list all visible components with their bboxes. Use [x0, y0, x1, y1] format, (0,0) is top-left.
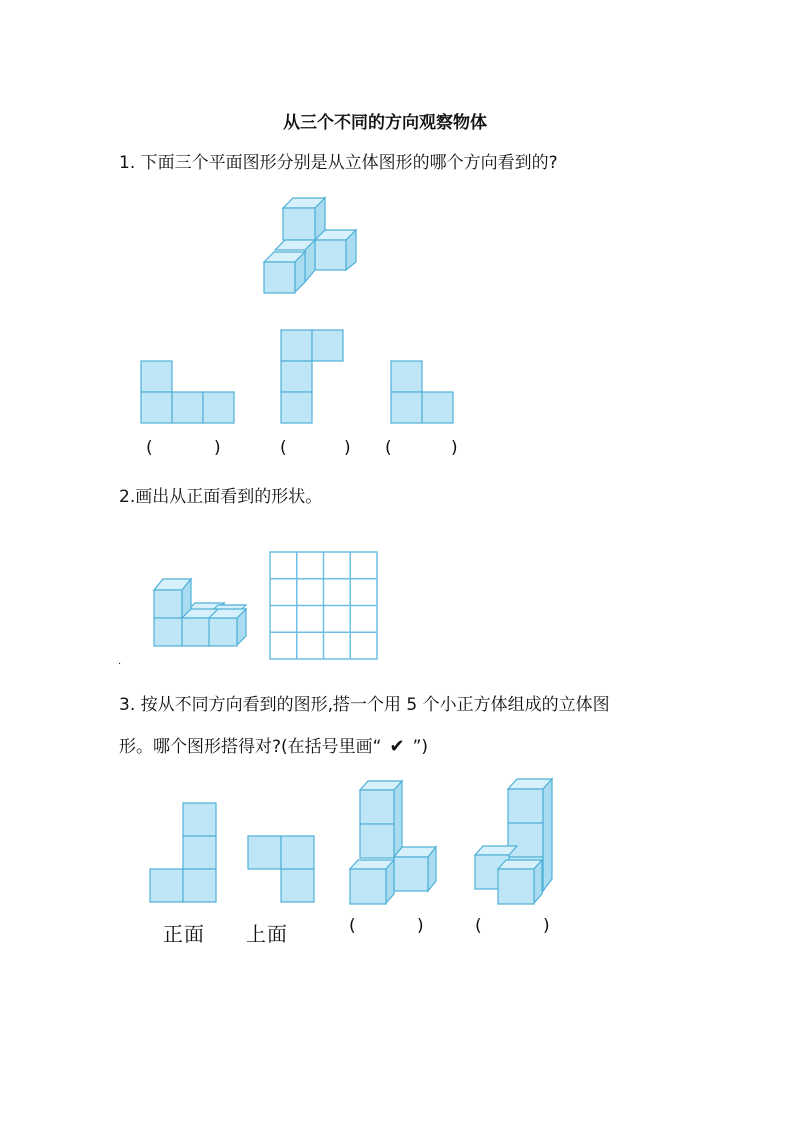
q3-option-b-figure — [472, 777, 558, 907]
page-title: 从三个不同的方向观察物体 — [283, 113, 487, 133]
question-3-line-1: 3. 按从不同方向看到的图形,搭一个用 5 个小正方体组成的立体图 — [119, 695, 610, 715]
open-paren: ( — [349, 916, 356, 936]
close-paren: ) — [417, 916, 424, 936]
close-paren: ) — [543, 916, 550, 936]
open-paren: ( — [475, 916, 482, 936]
q1-answer-blank-2[interactable] — [280, 438, 360, 460]
question-2-text: 2.画出从正面看到的形状。 — [119, 487, 323, 507]
open-paren: ( — [280, 438, 287, 458]
q1-view-c — [390, 360, 456, 426]
question-1-text: 1. 下面三个平面图形分别是从立体图形的哪个方向看到的? — [119, 153, 558, 173]
open-paren: ( — [385, 438, 392, 458]
q2-drawing-grid[interactable] — [269, 551, 379, 661]
check-icon: ✔ — [389, 736, 405, 757]
open-paren: ( — [146, 438, 153, 458]
q1-view-b — [280, 329, 346, 425]
q1-view-a — [140, 360, 238, 426]
q2-cube-figure — [150, 574, 250, 648]
question-3-line-2-end: ”) — [412, 737, 429, 757]
q3-answer-blank-1[interactable] — [349, 916, 439, 938]
q3-answer-blank-2[interactable] — [475, 916, 565, 938]
question-3-line-2 — [119, 732, 428, 757]
q3-option-a-figure — [348, 777, 440, 907]
q3-top-view — [246, 835, 318, 907]
question-3-line-2-start: 形。哪个图形搭得对?(在括号里画“ — [119, 737, 382, 757]
close-paren: ) — [451, 438, 458, 458]
q3-front-view — [148, 802, 220, 906]
front-view-label: 正面 — [163, 922, 205, 946]
top-view-label: 上面 — [246, 922, 288, 946]
q1-answer-blank-1[interactable] — [146, 438, 226, 460]
close-paren: ) — [214, 438, 221, 458]
q1-cube-figure — [260, 192, 360, 298]
q1-answer-blank-3[interactable] — [385, 438, 465, 460]
stray-dot: . — [118, 656, 122, 667]
close-paren: ) — [344, 438, 351, 458]
